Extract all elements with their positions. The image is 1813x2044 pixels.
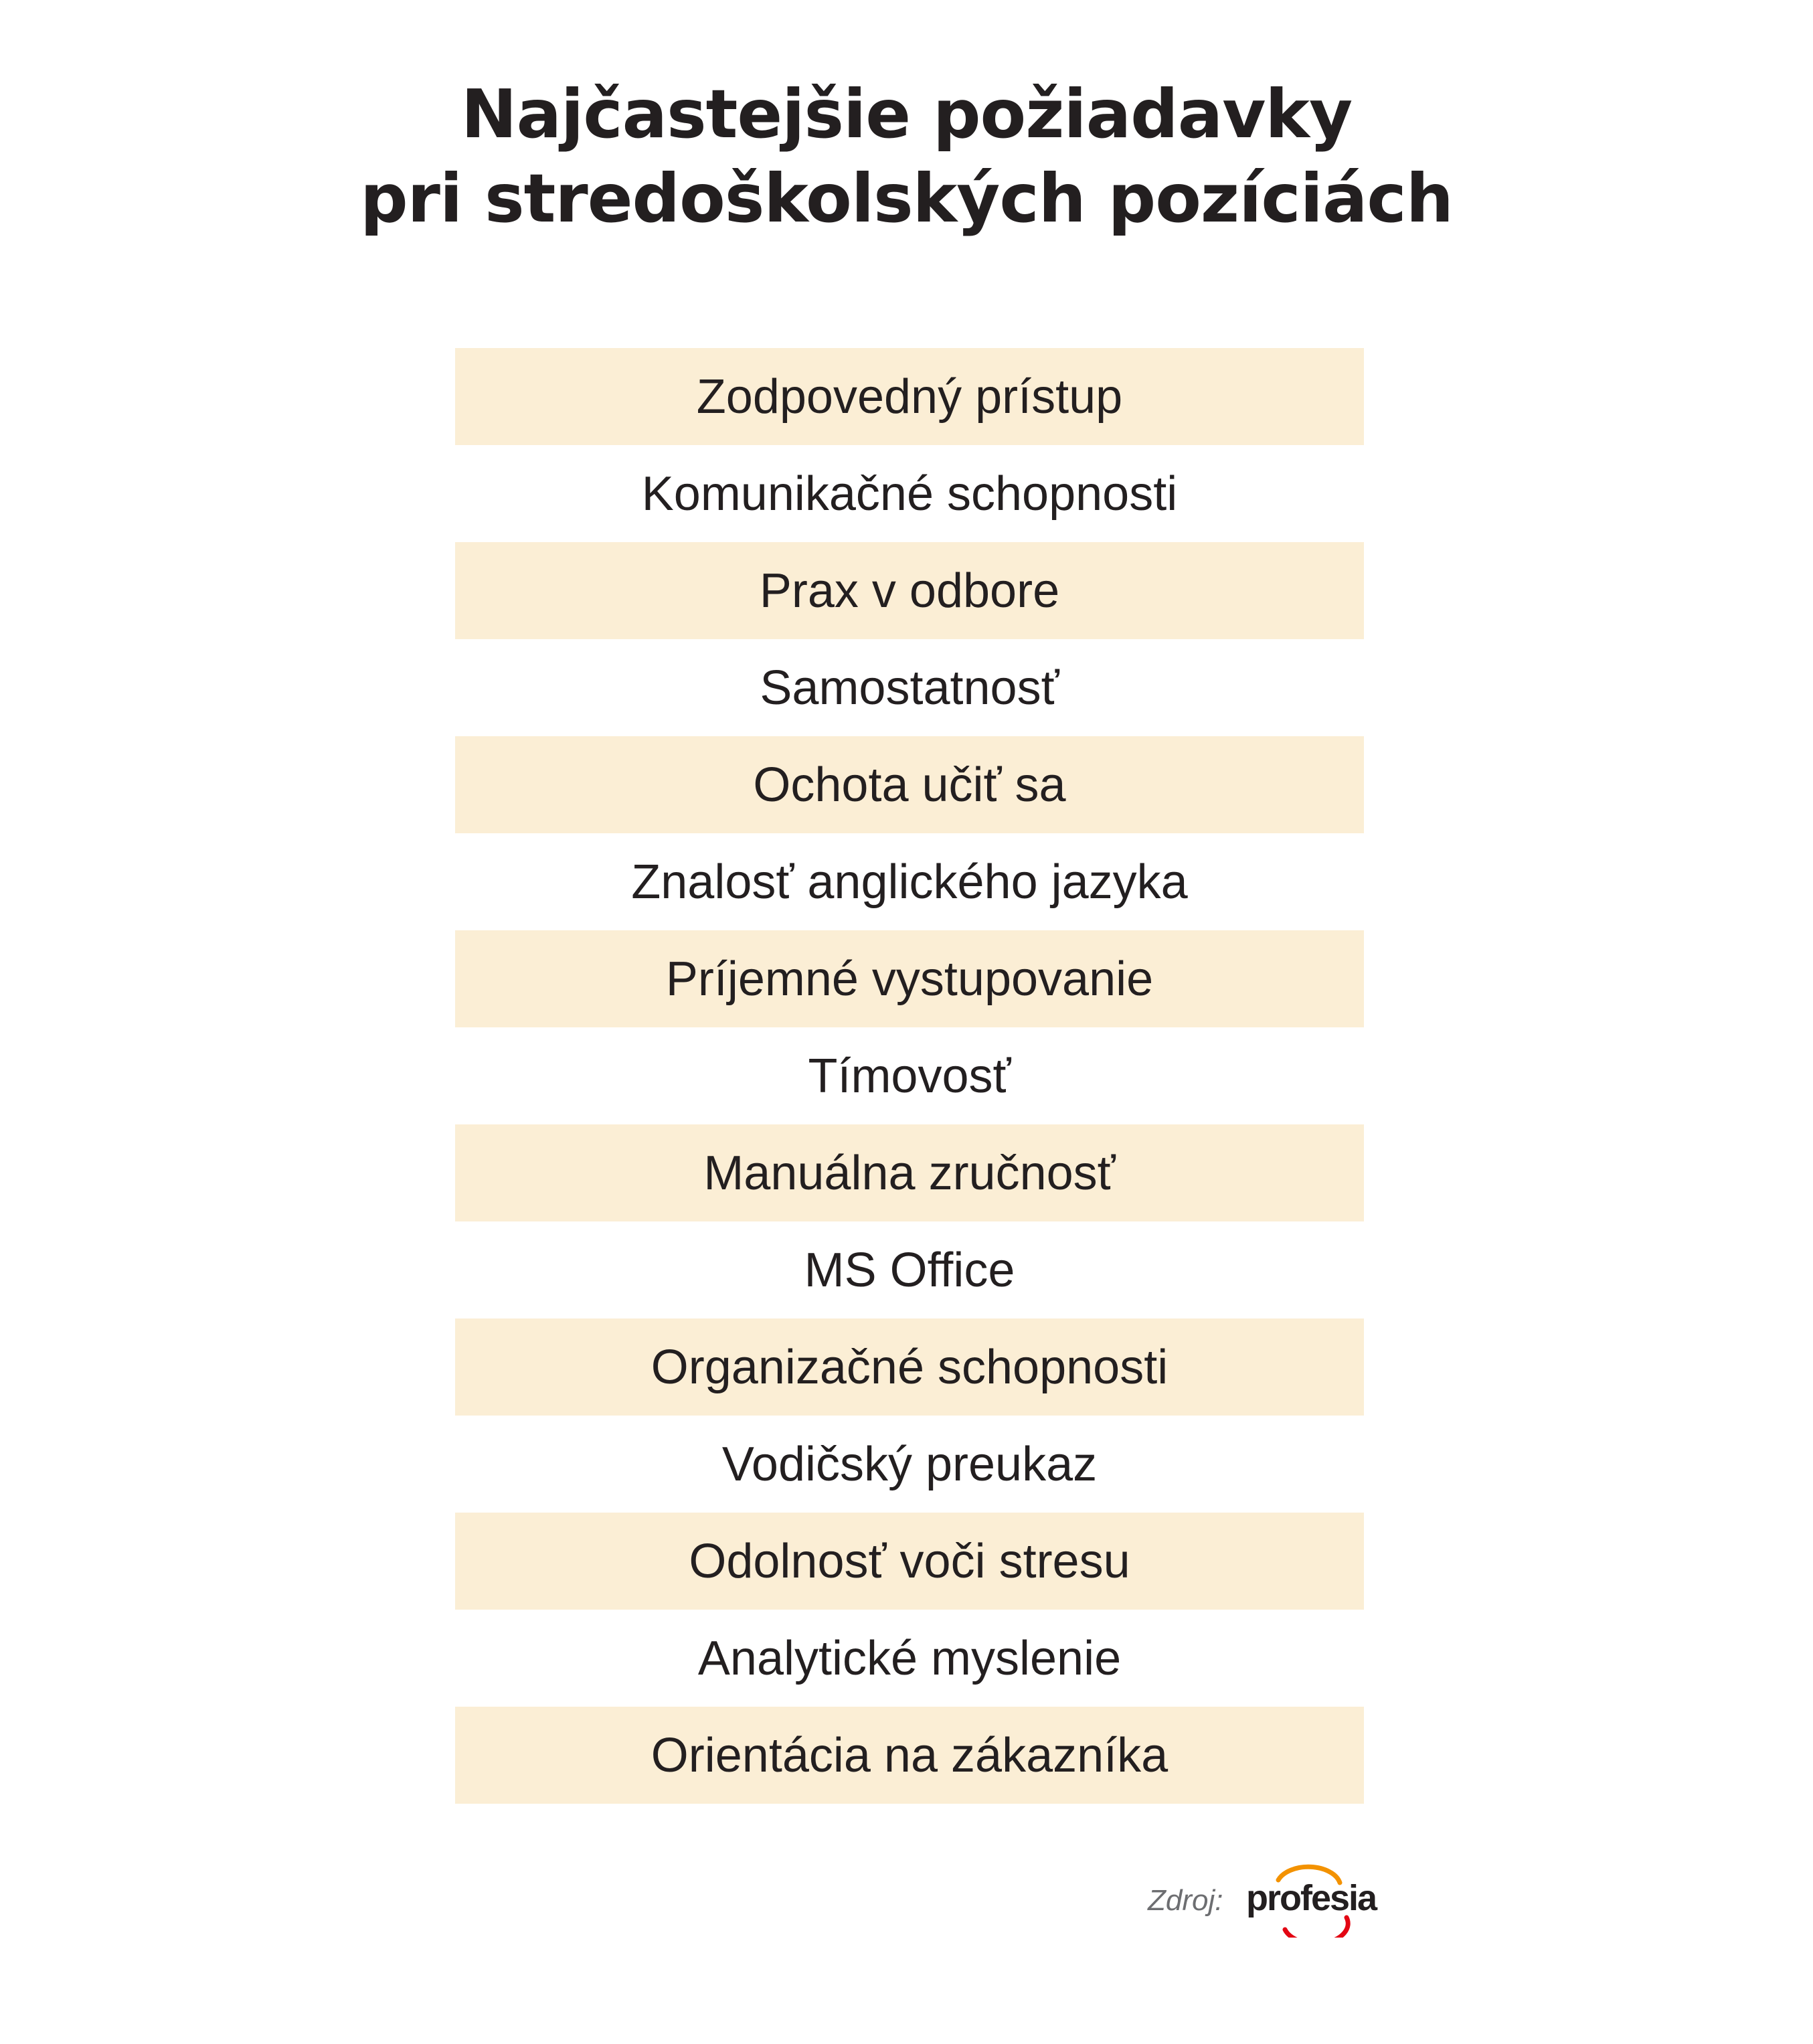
list-item: Analytické myslenie: [697, 1631, 1122, 1685]
list-item: MS Office: [804, 1243, 1015, 1297]
list-item: Komunikačné schopnosti: [641, 466, 1178, 521]
source-label: Zdroj:: [1148, 1884, 1223, 1917]
list-item: Odolnosť voči stresu: [455, 1513, 1364, 1610]
page-title: [0, 72, 1813, 241]
source-credit: [1138, 1864, 1377, 1938]
list-item: Orientácia na zákazníka: [455, 1707, 1364, 1804]
title-line-1: Najčastejšie požiadavky: [460, 75, 1353, 153]
list-item: Príjemné vystupovanie: [455, 930, 1364, 1027]
list-item: Tímovosť: [808, 1049, 1011, 1103]
list-item: Zodpovedný prístup: [455, 348, 1364, 445]
list-item: Prax v odbore: [455, 542, 1364, 639]
list-item: Vodičský preukaz: [721, 1437, 1098, 1491]
list-item: Znalosť anglického jazyka: [631, 855, 1188, 909]
list-item: Manuálna zručnosť: [455, 1124, 1364, 1221]
logo-wordmark: profesia: [1246, 1878, 1377, 1918]
profesia-logo: [1246, 1864, 1377, 1938]
list-item: Samostatnosť: [760, 661, 1059, 715]
requirements-list: [455, 348, 1364, 1804]
list-item: Ochota učiť sa: [455, 736, 1364, 833]
list-item: Organizačné schopnosti: [455, 1318, 1364, 1416]
title-line-2: pri stredoškolských pozíciách: [360, 159, 1453, 238]
